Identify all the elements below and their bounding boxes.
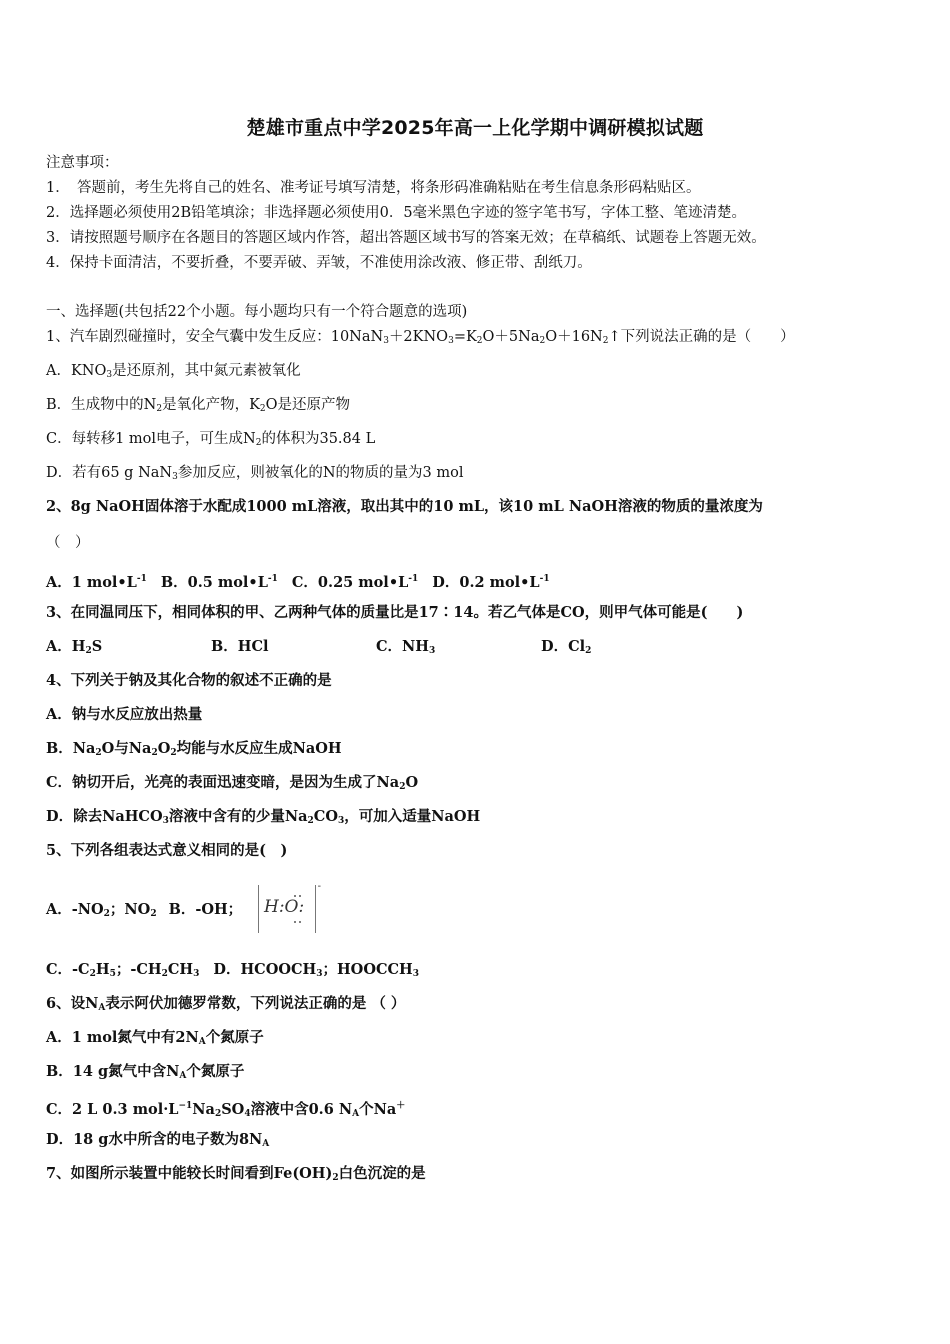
question-3-option-c: C．$NH_3$ [376, 638, 436, 656]
question-1-stem: 1、汽车剧烈碰撞时，安全气囊中发生反应：$10NaN_3+2KNO_3=K_2O+5Na_2O+16N_2↑$下列说法正确的是（ ） [46, 329, 795, 346]
question-7-stem: 7、如图所示装置中能较长时间看到$Fe(OH)_2$白色沉淀的是 [46, 1165, 426, 1183]
question-4-option-a: A．钠与水反应放出热量 [46, 706, 203, 723]
question-6-option-b: B．14 g氮气中含$N_A$个氮原子 [46, 1063, 245, 1081]
notice-heading: 注意事项： [46, 155, 119, 171]
section-heading: 一、选择题(共包括22个小题。每小题均只有一个符合题意的选项) [46, 304, 468, 320]
question-4-stem: 4、下列关于钠及其化合物的叙述不正确的是 [46, 672, 332, 689]
notice-item-4: 4．保持卡面清洁，不要折叠，不要弄破、弄皱，不准使用涂改液、修正带、刮纸刀。 [46, 255, 592, 271]
notice-item-1: 1． 答题前，考生先将自己的姓名、准考证号填写清楚，将条形码准确粘贴在考生信息条形码粘贴区。 [46, 180, 701, 196]
question-4-option-b: B．$Na_2O$与$Na_2O_2$均能与水反应生成NaOH [46, 740, 342, 758]
hydroxide-lewis-structure: H:O: - [258, 885, 316, 933]
question-3-option-d: D．$Cl_2$ [541, 638, 592, 656]
question-2-option-b: B．0.5 $mol•L^{-1}$ [160, 574, 278, 591]
page-title: 楚雄市重点中学2025年高一上化学期中调研模拟试题 [246, 117, 704, 139]
question-6-option-c: C．2 L 0.3 $mol\cdot L^{-1}Na_2SO_4$溶液中含0.6 $N_A$个Na＋ [46, 1101, 406, 1119]
question-1-option-a: A．$KNO_3$是还原剂，其中氮元素被氧化 [46, 363, 301, 380]
question-4-option-c: C．钠切开后，光亮的表面迅速变暗，是因为生成了$Na_2O$ [46, 774, 419, 792]
question-6-option-d: D．18 g水中所含的电子数为$8N_A$ [46, 1131, 270, 1149]
question-1-option-b: B．生成物中的$N_2$是氧化产物，$K_2O$是还原产物 [46, 397, 351, 414]
question-2-paren: （ ） [46, 535, 90, 551]
question-5-option-cd: C．$-C_2H_5$；$-CH_2CH_3$ D．$HCOOCH_3$；$HOOCCH_3$ [46, 961, 419, 979]
question-3-options [46, 637, 591, 661]
question-3-stem: 3、在同温同压下，相同体积的甲、乙两种气体的质量比是17∶14。若乙气体是CO，则甲气体可能是( ) [46, 604, 744, 621]
question-2-option-c: C．0.25 $mol•L^{-1}$ [291, 574, 419, 591]
question-3-option-a: A．$H_2S$ [46, 638, 103, 656]
question-2-options [46, 569, 550, 593]
question-2-stem: 2、8g NaOH固体溶于水配成1000 mL溶液，取出其中的10 mL，该10 mL NaOH溶液的物质的量浓度为 [46, 498, 763, 515]
question-2-option-d: D．0.2 $mol•L^{-1}$ [432, 574, 550, 591]
question-1-option-d: D．若有65 g NaN$_3$参加反应，则被氧化的N的物质的量为3 mol [46, 465, 464, 482]
question-2-option-a: A．1 $mol•L^{-1}$ [46, 574, 147, 591]
notice-item-3: 3．请按照题号顺序在各题目的答题区域内作答，超出答题区域书写的答案无效；在草稿纸、试题卷上答题无效。 [46, 230, 766, 246]
question-3-option-b: B．HCl [211, 638, 269, 655]
notice-item-2: 2．选择题必须使用2B铅笔填涂；非选择题必须使用0．5毫米黑色字迹的签字笔书写，字体工整、笔迹清楚。 [46, 205, 747, 221]
question-1-option-c: C．每转移1 mol电子，可生成$N_2$的体积为35.84 L [46, 431, 376, 448]
question-6-option-a: A．1 mol氮气中有$2N_A$个氮原子 [46, 1029, 264, 1047]
question-4-option-d: D．除去NaHCO$_3$溶液中含有的少量$Na_2CO_3$，可加入适量NaOH [46, 808, 481, 826]
question-5-option-ab: A．$-NO_2$；$NO_2$ B．-OH； [46, 901, 243, 919]
question-5-stem: 5、下列各组表达式意义相同的是( ) [46, 842, 288, 859]
question-6-stem: 6、设$N_A$表示阿伏加德罗常数，下列说法正确的是 （ ） [46, 995, 406, 1013]
